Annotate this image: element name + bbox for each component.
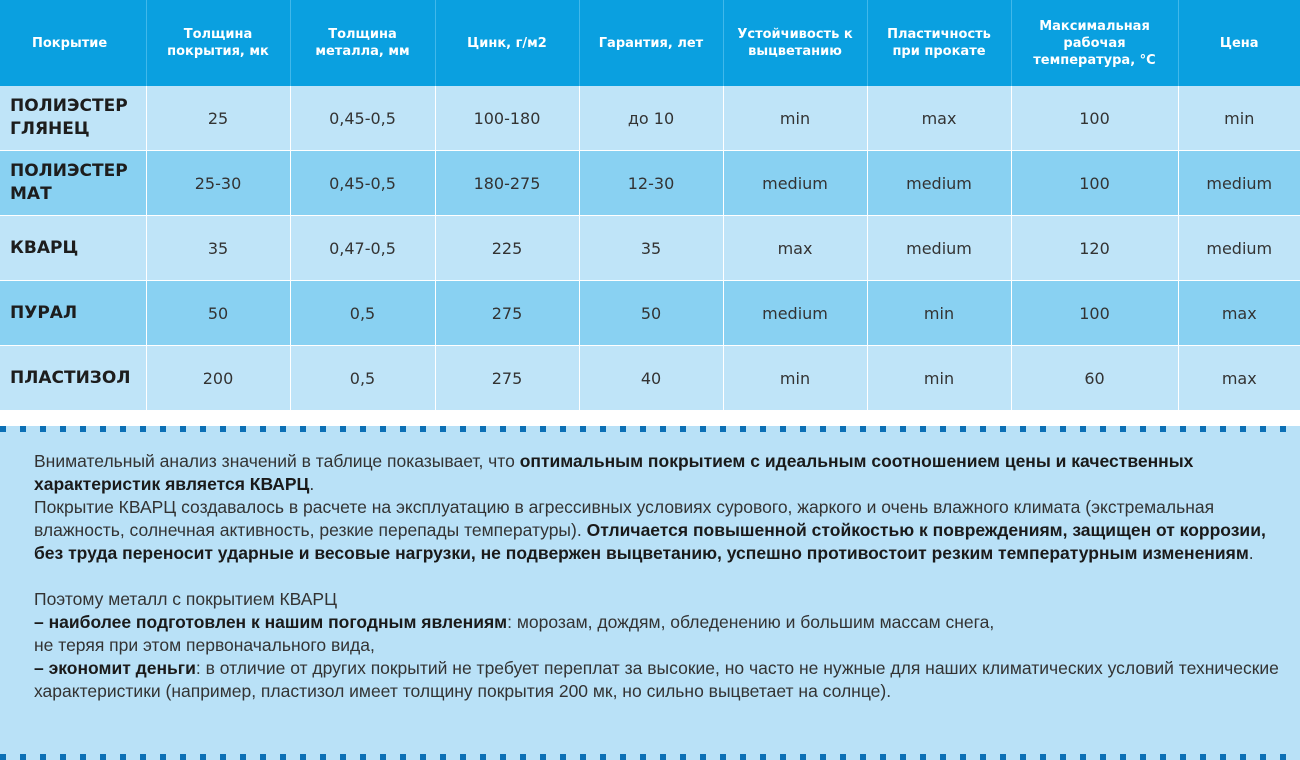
table-cell: 225: [435, 216, 579, 281]
header-fade-resistance: Устойчивость к выцветанию: [723, 0, 867, 86]
table-cell: 60: [1011, 346, 1178, 411]
table-cell: min: [723, 346, 867, 411]
table-row: [0, 216, 1300, 281]
header-price: Цена: [1178, 0, 1300, 86]
table-cell: max: [1178, 346, 1300, 411]
cell-coating-name: ПЛАСТИЗОЛ: [0, 346, 146, 411]
cell-coating-name: ПОЛИЭСТЕР ГЛЯНЕЦ: [0, 86, 146, 151]
table-cell: medium: [867, 216, 1011, 281]
table-row: [0, 86, 1300, 151]
table-cell: 0,5: [290, 346, 435, 411]
table-cell: 275: [435, 281, 579, 346]
table-cell: 180-275: [435, 151, 579, 216]
table-cell: medium: [723, 281, 867, 346]
table-cell: 120: [1011, 216, 1178, 281]
table-cell: 0,45-0,5: [290, 151, 435, 216]
conclusion-text: [34, 450, 1296, 703]
cell-coating-name: ПОЛИЭСТЕР МАТ: [0, 151, 146, 216]
header-zinc: Цинк, г/м2: [435, 0, 579, 86]
table-cell: до 10: [579, 86, 723, 151]
table-cell: 25: [146, 86, 290, 151]
table-cell: min: [723, 86, 867, 151]
header-plasticity: Пластичность при прокате: [867, 0, 1011, 86]
therefore-line: Поэтому металл с покрытием КВАРЦ: [34, 589, 338, 609]
table-cell: 12-30: [579, 151, 723, 216]
table-cell: 35: [579, 216, 723, 281]
table-cell: medium: [867, 151, 1011, 216]
paragraph-spacer: [34, 565, 1296, 588]
table-header-row: [0, 0, 1300, 86]
header-coating-thickness: Толщина покрытия, мк: [146, 0, 290, 86]
header-warranty: Гарантия, лет: [579, 0, 723, 86]
table-cell: 100: [1011, 281, 1178, 346]
benefit-money-line: – экономит деньги: в отличие от других покрытий не требует переплат за высокие, но часто не нужные для наших климатических условий технические характеристики (например, пластизол имеет толщину покрытия 200 мк, но сильно выцветает на солнце).: [34, 658, 1279, 701]
table-cell: 0,5: [290, 281, 435, 346]
table-cell: max: [867, 86, 1011, 151]
cell-coating-name: КВАРЦ: [0, 216, 146, 281]
table-cell: medium: [723, 151, 867, 216]
analysis-paragraph: Внимательный анализ значений в таблице показывает, что оптимальным покрытием с идеальным соотношением цены и качественных характеристик является КВАРЦ.: [34, 451, 1194, 494]
table-cell: 200: [146, 346, 290, 411]
table-cell: min: [1178, 86, 1300, 151]
table-cell: 0,47-0,5: [290, 216, 435, 281]
table-cell: medium: [1178, 151, 1300, 216]
header-metal-thickness: Толщина металла, мм: [290, 0, 435, 86]
table-cell: 35: [146, 216, 290, 281]
quartz-description-paragraph: Покрытие КВАРЦ создавалось в расчете на эксплуатацию в агрессивных условиях сурового, жаркого и очень влажного климата (экстремальная влажность, солнечная активность, резкие перепады температуры). Отличается повышенной стойкостью к повреждениям, защищен от коррозии, без труда переносит ударные и весовые нагрузки, не подвержен выцветанию, успешно противостоит резким температурным изменениям.: [34, 497, 1266, 563]
table-cell: 100: [1011, 151, 1178, 216]
table-cell: 275: [435, 346, 579, 411]
table-cell: 50: [579, 281, 723, 346]
table-cell: 100-180: [435, 86, 579, 151]
table-cell: 100: [1011, 86, 1178, 151]
table-cell: 25-30: [146, 151, 290, 216]
dotted-divider-top: [0, 426, 1300, 432]
table-cell: 40: [579, 346, 723, 411]
table-cell: max: [1178, 281, 1300, 346]
benefit-weather-continuation: не теряя при этом первоначального вида,: [34, 635, 375, 655]
table-cell: 50: [146, 281, 290, 346]
cell-coating-name: ПУРАЛ: [0, 281, 146, 346]
table-cell: min: [867, 346, 1011, 411]
benefit-weather-line: – наиболее подготовлен к нашим погодным явлениям: морозам, дождям, обледенению и большим массам снега,: [34, 612, 995, 632]
table-cell: medium: [1178, 216, 1300, 281]
header-max-temperature: Максимальная рабочая температура, °С: [1011, 0, 1178, 86]
table-row: [0, 346, 1300, 411]
table-row: [0, 151, 1300, 216]
table-cell: 0,45-0,5: [290, 86, 435, 151]
dotted-divider-bottom: [0, 754, 1300, 760]
header-coating: Покрытие: [0, 0, 146, 86]
table-row: [0, 281, 1300, 346]
table-cell: min: [867, 281, 1011, 346]
table-cell: max: [723, 216, 867, 281]
